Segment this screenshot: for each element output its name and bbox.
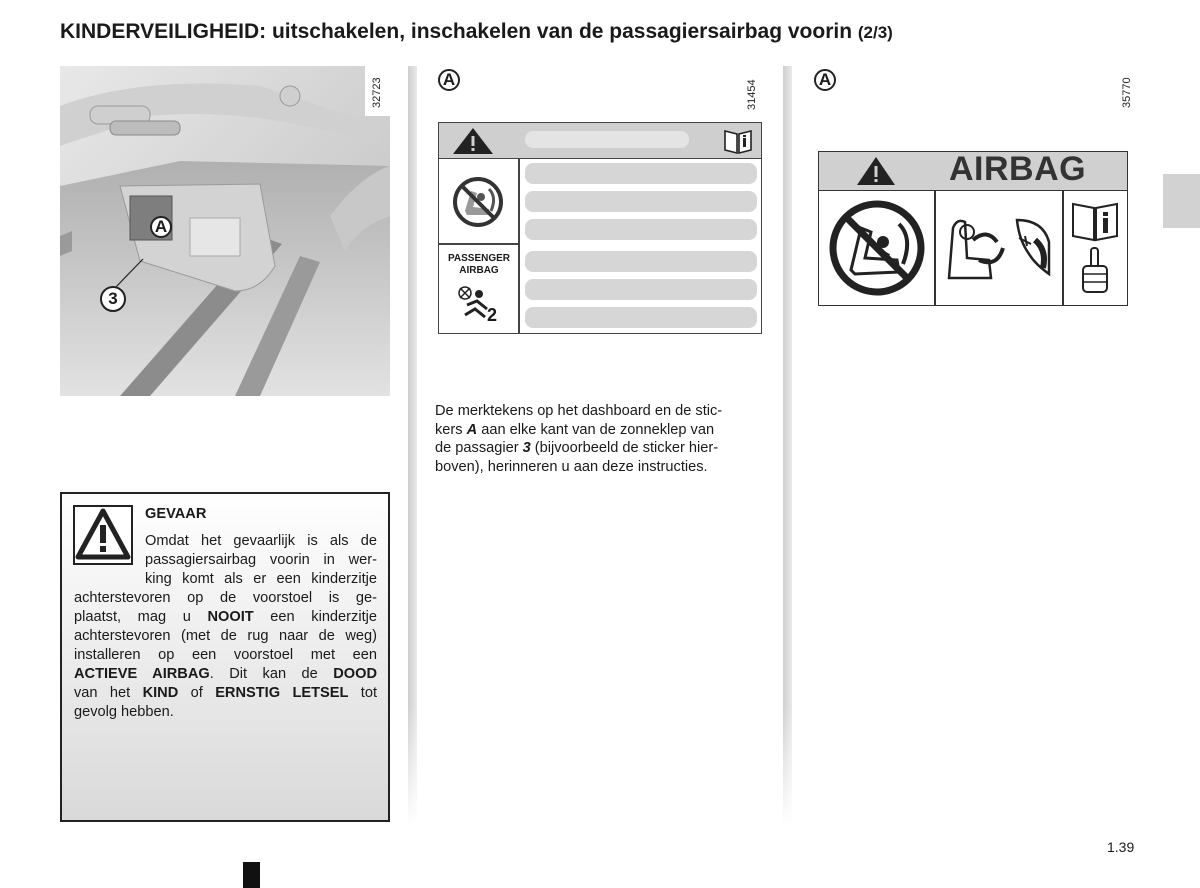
print-mark [243,862,260,888]
danger-emph: ERNSTIG LETSEL [215,685,349,701]
page-number: 1.39 [1107,839,1135,855]
sticker2-reference: 35770 [1121,77,1133,108]
read-manual-icon [1069,198,1123,298]
title-main: KINDERVEILIGHEID: uitschakelen, inschakelen van de passagiersairbag voorin [60,20,853,43]
danger-line: Omdat het gevaarlijk is als de [145,533,377,549]
danger-line [74,608,377,627]
danger-line: installeren op een voorstoel met een [74,647,377,663]
desc-text: de passagier [435,440,523,456]
page-title [60,20,893,44]
danger-line [74,665,377,684]
danger-heading: GEVAAR [145,506,207,522]
callout-3-text: 3 [108,289,118,308]
danger-line: gevolg hebben. [74,704,174,720]
sticker2-label [814,69,836,91]
text-bar [525,191,757,212]
danger-text: of [178,685,216,701]
danger-line: king komt als er een kinderzitje [145,571,377,587]
header-bar [525,131,689,148]
column-divider-left [408,66,417,826]
text-bar [525,307,757,328]
danger-warning-icon [73,505,133,565]
sticker1-label [438,69,460,91]
danger-text: tot [348,685,378,701]
sticker2-divider [1062,190,1064,306]
danger-text: . Dit kan de [209,666,334,682]
photo-reference: 32723 [371,77,383,108]
manual-book-icon [722,127,754,155]
passenger-airbag-text: PASSENGER AIRBAG [447,253,511,276]
danger-line [74,684,377,703]
airbag-heading: AIRBAG [949,150,1087,188]
danger-emph: KIND [142,685,179,701]
callout-a-text: A [154,217,168,236]
sticker1-label-text: A [442,70,456,89]
sun-visor-photo [60,66,390,396]
sticker2-header [819,152,1127,191]
airbag-sticker [818,151,1128,306]
text-bar [525,163,757,184]
airbag-status-number: 2 [487,305,498,325]
no-rear-child-seat-icon [827,198,927,298]
danger-emph: DOOD [333,666,377,682]
chapter-side-tab [1163,174,1200,228]
sticker1-hdivider [439,243,519,245]
sticker1-vdivider [518,158,520,333]
desc-text: (bijvoorbeeld de sticker hier- [530,440,719,456]
danger-line: passagiersairbag voorin in wer- [145,552,377,568]
danger-emph: NOOIT [207,609,254,625]
danger-line: achterstevoren (met de rug naar de weg) [74,628,377,644]
sun-visor-illustration [60,66,390,396]
title-suffix: (2/3) [857,23,893,42]
desc-text: kers [435,421,467,438]
danger-text: van het [74,685,143,701]
text-bar [525,279,757,300]
desc-ref-3: 3 [522,440,531,456]
no-rear-child-seat-icon [451,175,505,229]
warning-triangle-icon [451,126,495,156]
danger-text: een kinderzitje [253,609,377,625]
danger-text: plaatst, mag u [74,609,208,625]
sticker1-reference: 31454 [746,79,758,110]
text-bar [525,219,757,240]
danger-warning-box [60,492,390,822]
desc-text: De merktekens op het dashboard en de stic- [435,403,723,419]
child-seat-airbag-icon [939,198,1059,298]
sticker2-label-text: A [818,70,832,89]
desc-text: aan elke kant van de zonneklep van [477,421,715,438]
callout-a [150,216,172,238]
sticker1-header [439,123,761,159]
danger-emph: ACTIEVE AIRBAG [74,666,210,682]
description-paragraph [435,402,765,476]
sticker2-divider [934,190,936,306]
sticker-warning-panel [438,122,762,334]
warning-triangle-icon [855,155,897,187]
desc-text: boven), herinneren u aan deze instructies. [435,458,708,475]
danger-line: achterstevoren op de voorstoel is ge- [74,590,377,606]
column-divider-right [783,66,792,826]
desc-ref-a: A [466,421,478,438]
text-bar [525,251,757,272]
callout-3 [100,286,126,312]
